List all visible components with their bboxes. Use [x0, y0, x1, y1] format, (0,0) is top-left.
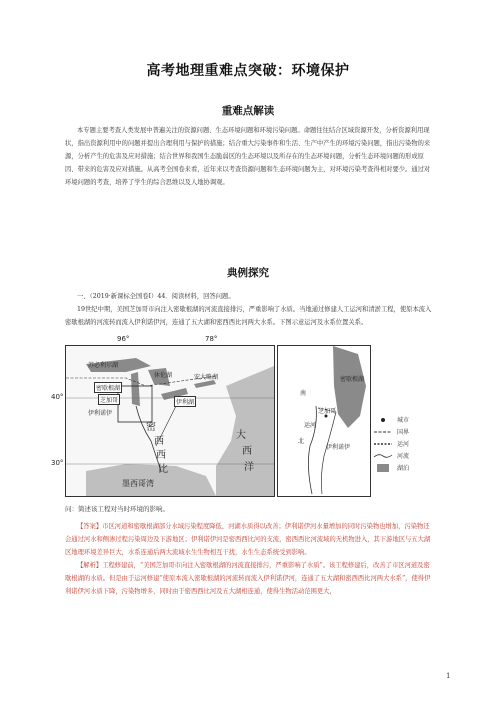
- section-heading-key-points: 重难点解读: [221, 105, 275, 117]
- lake-symbol-icon: [373, 463, 393, 473]
- question-material: 19世纪中期，美国芝加哥市向注入密歇根湖的河流直接排污，严重影响了水质。当地通过修建人工运河和清淤工程，使原本流入密歇根湖的河流转而流入伊利诺伊河，连通了五大湖和密西西比河两大水系。下图示意运河及水系位置关系。: [65, 306, 432, 326]
- label-lake-huron: 休伦湖: [154, 372, 173, 379]
- canal-symbol-icon: [373, 439, 393, 449]
- analysis-text: [65, 559, 435, 598]
- analysis-label: 【解析】: [77, 562, 103, 569]
- lon-label-96: 96°: [117, 335, 130, 343]
- page-number: 1: [446, 672, 451, 680]
- city-symbol-icon: [373, 415, 393, 425]
- answer-label: 【答案】: [77, 523, 103, 530]
- section-heading-examples-visible: 典例探究: [227, 267, 269, 279]
- question-prompt: 问：简述该工程对当时环境的影响。: [65, 505, 169, 513]
- inset-label-lake-michigan: 密歇根湖: [340, 376, 365, 383]
- regional-map: [65, 345, 275, 497]
- answer-body: 市区河道和密歇根湖部分水域污染程度降低，河湖水质得以改善；伊利诺伊河水量增加的同时污染物也增加，污染物还会通过河水和侧渗过程污染周边及下游地区；伊利诺伊河是密西西比河的支流，密西西比河流域的无机物进入，其下游地区与五大湖区地理环境差异巨大，水系连通后两大流域水生生物相互干扰，水生生态系统受到影响。: [65, 523, 431, 556]
- answer-block: [65, 520, 435, 598]
- lat-label-40: 40°: [51, 393, 64, 401]
- label-mi-3: 西: [156, 450, 166, 461]
- question-block: [65, 290, 435, 329]
- inset-map-svg: [278, 346, 370, 496]
- question-source: 一、（2019·新课标全国卷Ⅰ）44．阅读材料，回答问题。: [77, 293, 235, 300]
- label-illinois: 伊利诺伊: [88, 410, 113, 417]
- river-symbol-icon: [373, 451, 393, 461]
- border-symbol-icon: [373, 427, 393, 437]
- legend-canal: 运河: [373, 439, 435, 451]
- inset-map: [277, 345, 371, 497]
- intro-text: 本专题主要考查人类发展中普遍关注的资源问题、生态环境问题和环境污染问题。命题往往结合区域资源开发，分析资源利用现状，指出资源利用中的问题并提出合理利用与保护的措施；结合重大污染事件和生活、生产中产生的环境污染问题，指出污染物的来源，分析产生的危害及应对措施；结合世界和我国生态脆弱区的生态环境以及所存在的生态环境问题，分析生态环境问题的形成原因、带来的危害及应对措施。从高考全国卷来看，近年来以考查资源问题和生态环境问题为主，对环境污染考查得相对要少。通过对环境问题的考查，培养了学生的综合思维以及人地协调观。: [65, 127, 431, 186]
- legend-river: 河流: [373, 451, 435, 463]
- label-atlantic-3: 洋: [244, 462, 254, 473]
- label-lake-michigan: 密歇根湖: [94, 382, 122, 393]
- lat-label-30: 30°: [51, 459, 64, 467]
- map-legend: [373, 415, 435, 475]
- inset-label-canal: 运河: [304, 422, 317, 429]
- inset-label-south: 南: [300, 390, 307, 397]
- label-chicago: 芝加哥: [98, 394, 120, 405]
- answer-text: [65, 520, 435, 559]
- inset-label-chicago: 芝加哥: [318, 408, 337, 415]
- legend-city: 城市: [373, 415, 435, 427]
- legend-border: 国界: [373, 427, 435, 439]
- label-mi-4: 比: [158, 464, 168, 475]
- legend-lake: 湖泊: [373, 463, 435, 475]
- label-atlantic-1: 大: [236, 430, 246, 441]
- label-gulf-of-mexico: 墨西哥湾: [122, 479, 154, 488]
- inset-label-north: 北: [298, 438, 305, 445]
- label-lake-erie: 伊利湖: [174, 396, 196, 407]
- label-lake-ontario: 安大略湖: [194, 374, 219, 381]
- label-mi-1: 密: [146, 422, 156, 433]
- analysis-body: 工程修建前，“美国芝加哥市向注入密歇根湖的河流直接排污，严重影响了水质”。该工程修建后，改善了市区河道及密歇根湖的水质。但是由于运河修建“使原本流入密歇根湖的河流转而流入伊利诺伊河，连通了五大湖和密西西比河两大水系”，使得伊利诺伊河水质下降，污染物增多，同时由于密西西比河及五大湖相连通，使得生物活动范围更大，: [65, 562, 431, 595]
- lon-label-78: 78°: [205, 335, 218, 343]
- label-lake-superior: 苏必利尔湖: [88, 362, 119, 369]
- label-atlantic-2: 西: [242, 446, 252, 457]
- label-mi-2: 西: [154, 436, 164, 447]
- inset-label-illinois: 伊利诺伊: [326, 444, 351, 451]
- intro-paragraph: [65, 124, 435, 189]
- page-title: 高考地理重难点突破：环境保护: [146, 63, 350, 79]
